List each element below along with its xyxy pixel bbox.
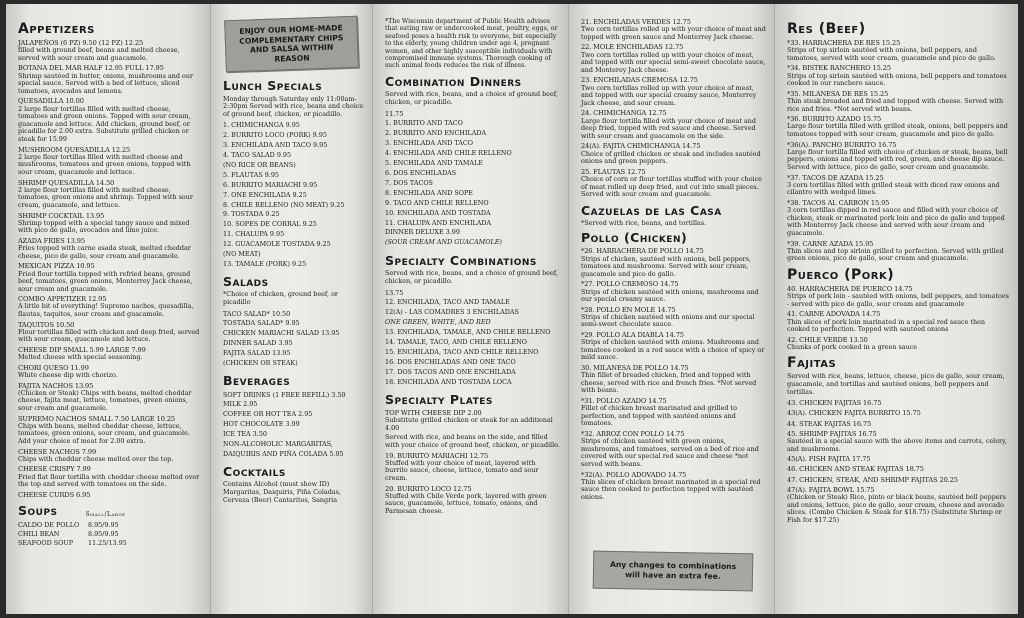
menu-line: (NO RICE OR BEANS) [223,160,296,169]
menu-item [787,39,1010,62]
menu-item-name: 47. CHICKEN, STEAK, AND SHRIMP FAJITAS 20.25 [787,475,958,484]
menu-line: 11. CHALUPA AND ENCHILADA [385,218,492,227]
menu-line: 9. TOSTADA 9.25 [223,210,280,219]
menu-item [18,465,202,488]
menu-line: 14. TAMALE, TACO, AND CHILE RELLENO [385,338,527,347]
menu-item-name: CHEESE DIP SMALL 5.99 LARGE 7.99 [18,346,146,355]
menu-line: 8. CHILE RELLENO (NO MEAT) 9.25 [223,200,345,209]
soup-price: 8.95/9.95 [88,520,119,529]
menu-item-name: *36(A). PANCHO BURRITO 16.75 [787,140,897,149]
menu-item-description: Thin slices of chicken breast marinated in a special red sauce then cooked to perfection topped with sautéed onions. [581,477,761,501]
menu-line: 6. DOS ENCHILADAS [385,168,457,177]
specialty-combo-price: 13.75 [385,288,404,297]
menu-item-name: TOP WITH CHEESE DIP 2.00 [385,409,482,418]
menu-item [581,471,766,502]
menu-item [787,64,1010,87]
fajitas-list [787,399,1010,524]
menu-item [18,491,202,499]
menu-item-name: CHEESE NACHOS 7.99 [18,447,97,456]
lunch-title: Lunch Specials [223,78,323,93]
menu-item [18,415,202,446]
menu-item-name: 24(A). FAJITA CHIMICHANGA 14.75 [581,142,701,151]
beverages-title: Beverages [223,373,291,388]
menu-item [581,43,766,74]
menu-item-name: CHEESE CRISPY 7.99 [18,465,91,474]
menu-item-description: filled with ground beef, beans and melted cheese, served with sour cream and guacamole. [18,46,180,62]
menu-item-name: *39. CARNE AZADA 15.95 [787,239,874,248]
menu-item-description: Chips with cheddar cheese melted over the top. [18,454,174,463]
menu-item [787,476,1010,484]
menu-item-description: Two corn tortillas rolled up with your choice of meat, and topped with our special creamy sauce, Monterrey Jack cheese, and sour cream. [581,83,757,107]
menu-item-name: 45. SHRIMP FAJITAS 16.75 [787,429,877,438]
menu-item-description: Chips with beans, melted cheddar cheese, lettuce, tomatoes, green onions, sour cream, and guacamole. Add your choice of meat for 2.00 extra. [18,421,190,446]
menu-item [787,409,1010,417]
menu-item-description: Fries topped with carne asada steak, melted cheddar cheese, pico de gallo, sour cream and guacamole. [18,244,191,260]
menu-item [581,364,766,395]
menu-item-description: 3 corn tortillas dipped in red sauce and filled with your choice of chicken, steak or marinated pork loin and pico de gallo and topped with Monterrey Jack cheese and served with sour cream and guacamole. [787,206,1005,237]
menu-item [18,295,202,318]
appetizers-title: Appetizers [18,21,95,37]
menu-item [581,109,766,140]
menu-item-description: Large flour tortilla filled with choice of chicken or steak, beans, bell peppers, onions and topped with red, green, and cheese dip sauce. Served with lettuce, pico de gallo, sour cream and guacamole. [787,147,1008,171]
menu-item-name: *28. POLLO EN MOLE 14.75 [581,305,676,314]
cocktails-title: Cocktails [223,463,286,479]
combo-subtitle: Served with rice, beans, and a choice of ground beef, chicken, or picadillo. [385,90,558,106]
menu-item [581,306,766,329]
panel-appetizers [6,4,211,614]
menu-item-name: COMBO APPETIZER 12.95 [18,295,107,304]
menu-item [581,280,766,303]
menu-item [581,397,766,428]
cocktails-description: Contains Alcohol (must show ID) Margaritas, Daiquiris, Piña Coladas, Cerveza (Beer) Cantaritos, Sangria [223,480,341,504]
menu-item [18,146,202,177]
enchilada-list [581,18,766,199]
menu-line: (CHICKEN OR STEAK) [223,359,298,368]
menu-item-name: SUPREMO NACHOS SMALL 7.50 LARGE 10.25 [18,414,176,423]
menu-item-name: *27. POLLO CREMOSO 14.75 [581,280,679,289]
menu-item-description: Sautéed in a special sauce with the above items and carrots, celery, and mushrooms. [787,437,1007,453]
menu-item-description: Strips of chicken, sautéed with onions, bell peppers, tomatoes and mushrooms. Served with sour cream, guacamole and pico de gallo. [581,254,752,278]
menu-item-name: *34. BISTEK RANCHERO 15.25 [787,64,891,73]
menu-line: TOSTADA SALAD* 9.95 [223,319,300,328]
soup-list [18,521,202,548]
menu-item [787,430,1010,453]
menu-item [18,364,202,380]
specialty-combo-list [385,298,560,387]
menu-item [18,237,202,260]
res-title: Res (Beef) [787,21,866,37]
menu-item [18,448,202,464]
menu-item-description: A little bit of everything! Supremo nachos, quesadilla, flautas, taquitos, sour cream and guacamole. [18,302,194,319]
menu-line: TACO SALAD* 10.50 [223,309,291,318]
menu-line: 4. TACO SALAD 9.95 [223,151,292,159]
menu-item [18,382,202,413]
menu-item-name: 41. CARNE ADOVADA 14.75 [787,310,881,319]
menu-item-name: 46. CHICKEN AND STEAK FAJITAS 18.75 [787,465,924,474]
menu-item-description: (Chicken or Steak) Chips with beans, melted cheddar cheese, fajita meat, lettuce, tomatoes, green onions, sour cream and guacamole. [18,388,192,413]
menu-line: 15. ENCHILADA, TACO AND CHILE RELLENO [385,347,539,356]
lunch-subtitle: Monday through Saturday only 11:00am-2:30pm Served with rice, beans and choice of ground beef, chicken, or picadillo. [223,94,364,118]
menu-line: 12. ENCHILADA, TACO AND TAMALE [385,298,510,307]
menu-item-description: Thin steak breaded and fried and topped with cheese. Served with rice and fries. *Not served with beans. [787,96,1004,113]
menu-item [787,465,1010,473]
soup-price: 8.95/9.95 [88,529,119,538]
menu-item-description: Thin slices of pork loin marinated in a special red sauce then cooked to perfection. Topped with sautéed onions [787,317,986,334]
menu-line: 18. ENCHILADA AND TOSTADA LOCA [385,377,512,386]
menu-item-name: SHRIMP QUESADILLA 14.50 [18,178,115,187]
specialty-plates-title: Specialty Plates [385,391,493,407]
menu-item [787,420,1010,428]
menu-line: 4. ENCHILADA AND CHILE RELLENO [385,149,512,158]
soup-name: CHILI BEAN [18,529,60,538]
combo-title: Combination Dinners [385,73,522,89]
menu-item-name: SHRIMP COCKTAIL 13.95 [18,211,105,220]
menu-item-description: Choice of grilled chicken or steak and includes sautéed onions and green peppers. [581,149,761,166]
menu-item-name: TAQUITOS 10.50 [18,320,75,329]
menu-item-description: (Chicken or Steak) Rice, pinto or black beans, sautéed bell peppers and onions, lettuce, pico de gallo, sour cream, cheese and avocado slices. (Combo Chicken & Steak for $18.75) (Substitute Shrimp or Fish for $17.25) [787,493,1006,524]
menu-item-description: Strips of pork loin - sautéed with onions, bell peppers, and tomatoes - served with pico de gallo, sour cream and guacamole [787,292,1009,308]
menu-item-name: 30. MILANESA DE POLLO 14.75 [581,364,689,373]
menu-item-description: Strips of chicken sautéed with onions. Mushrooms and tomatoes cooked in a red sauce with a choice of spicy or mild sauce. [581,338,765,362]
menu-item-description: Flour tortillas filled with chicken and deep fried, served with sour cream, guacamole and lettuce. [18,327,200,344]
menu-item-name: *31. POLLO AZADO 14.75 [581,397,667,406]
menu-item-description: Fried flour tortilla topped with refried beans, ground beef, tomatoes, green onions, Monterrey Jack cheese, sour cream and guacamole. [18,269,193,293]
menu-line: 9. TACO AND CHILE RELLENO [385,198,489,207]
menu-document [6,4,1018,614]
menu-item-name: 20. BURRITO LOCO 12.75 [385,484,472,493]
menu-line: SOFT DRINKS (1 FREE REFILL) 3.50 [223,390,346,399]
menu-item-name: *29. POLLO ALA DIABLA 14.75 [581,331,684,340]
menu-item-description: Fried flat flour tortilla with cheddar cheese melted over the top and served with tomatoes on the side. [18,472,200,489]
menu-item-name: 23. ENCHILADAS CREMOSA 12.75 [581,76,698,85]
menu-line: ONE GREEN, WHITE, AND RED [385,318,491,327]
menu-item-name: 40. HARRACHERA DE PUERCO 14.75 [787,284,913,293]
menu-item [18,64,202,95]
menu-item-description: Chunks of pork cooked in a green sauce [787,342,918,351]
menu-item [787,486,1010,525]
menu-line: 7. DOS TACOS [385,178,433,187]
menu-item-name: 43. CHICKEN FAJITAS 16.75 [787,399,882,408]
menu-item-name: *37. TACOS DE AZADA 15.25 [787,173,884,182]
menu-line: DAIQUIRIS AND PIÑA COLADA 5.95 [223,449,344,458]
menu-item [18,39,202,62]
soup-name: SEAFOOD SOUP [18,538,74,547]
menu-line: 13. TAMALE (PORK) 9.25 [223,259,307,268]
cazuelas-title: Cazuelas de las Casa [581,202,722,218]
menu-item [787,240,1010,263]
soup-row [18,539,202,548]
menu-item-name: CHEESE CURDS 6.95 [18,490,91,499]
menu-line: COFFEE OR HOT TEA 2.95 [223,410,313,419]
menu-item [787,336,1010,352]
menu-item-description: Stuffed with Chile Verde pork, layered with green sauce, guacamole, lettuce, tomato, onions, and Parmesan cheese. [385,491,547,516]
combo-list [385,119,560,248]
menu-item [787,174,1010,197]
menu-item-description: Two corn tortillas rolled up with your choice of meat, and topped with our special semi-sweet chocolate sauce, and Monterey Jack cheese. [581,50,766,74]
menu-line: 10. ENCHILADA AND TOSTADA [385,208,491,217]
menu-item [18,179,202,210]
menu-item-description: 2 large flour tortillas filled with melted cheese and mushrooms, tomatoes and green onions, topped with sour cream, guacamole and lettuce. [18,152,191,176]
menu-item-name: 47(A). FAJITA BOWL 15.75 [787,485,875,494]
menu-item-description: Shrimp sautéed in butter, onions, mushrooms and our special sauce. Served with a bed of lettuce, sliced tomatoes, avocados and lemons. [18,71,194,95]
menu-item [18,262,202,293]
menu-line: 6. BURRITO MARIACHI 9.95 [223,180,318,189]
menu-item [18,321,202,344]
menu-item-name: *38. TACOS AL CARBON 15.95 [787,198,890,207]
menu-item-name: 42. CHILE VERDE 13.50 [787,335,868,344]
menu-item [581,18,766,41]
menu-item-name: *26. HARRACHERA DE POLLO 14.75 [581,247,704,256]
menu-item [787,115,1010,138]
menu-item-name: JALAPEÑOS (6 PZ) 9.50 (12 PZ) 12.25 [18,39,144,47]
menu-item-name: QUESADILLA 10.00 [18,97,84,106]
menu-item [581,76,766,107]
menu-line: 2. BURRITO AND ENCHILADA [385,129,487,138]
menu-line: MILK 2.95 [223,400,258,409]
chips-salsa-plaque: ENJOY OUR HOME-MADE COMPLEMENTARY CHIPS AND SALSA WITHIN REASON [224,16,359,73]
menu-line: 8. ENCHILADA AND SOPE [385,188,473,197]
panel-lunch [211,4,373,614]
menu-line: ICE TEA 3.50 [223,430,267,439]
menu-line: 12(A) - LAS COMADRES 3 ENCHILADAS [385,308,519,317]
menu-item [581,247,766,278]
menu-item-name: MUSHROOM QUESADILLA 12.25 [18,145,131,154]
menu-line: 11. CHALUPA 9.95 [223,230,285,239]
soup-price: 11.25/13.95 [88,538,127,547]
menu-item-description: White cheese dip with chorizo. [18,371,118,380]
menu-item [18,97,202,143]
soup-name: CALDO DE POLLO [18,520,80,529]
menu-line: 16. DOS ENCHILADAS AND ONE TACO [385,357,516,366]
menu-item [385,434,560,449]
soup-row [18,530,202,539]
cazuelas-subtitle: *Served with rice, beans, and tortillas. [581,219,707,228]
pollo-title: Pollo (Chicken) [581,229,688,245]
menu-item-name: *36. BURRITO AZADO 15.75 [787,115,882,124]
fajitas-title: Fajitas [787,355,837,372]
soups-heading [18,505,202,518]
menu-item [18,212,202,235]
menu-item-description: Choice of corn or flour tortillas stuffed with your choice of meat rolled up deep fried, and cut into small pieces. Served with sour cream and guacamole. [581,174,762,199]
menu-item [385,452,560,483]
menu-line: HOT CHOCOLATE 3.99 [223,420,300,429]
menu-line: 3. ENCHILADA AND TACO [385,139,474,148]
soup-row [18,521,202,530]
menu-line: 13. ENCHILADA, TAMALE, AND CHILE RELLENO [385,328,551,337]
menu-item-name: 22. MOLE ENCHILADAS 12.75 [581,43,684,52]
menu-item-description: Served with rice, and beans on the side, and filled with your choice of ground beef, chicken, or picadillo. [385,433,560,450]
menu-item-name: 19. BURRITO MARIACHI 12.75 [385,451,489,460]
menu-item [581,168,766,199]
menu-line: 1. BURRITO AND TACO [385,119,463,128]
menu-line: 5. ENCHILADA AND TAMALE [385,159,483,168]
menu-item [787,399,1010,407]
pollo-list [581,247,766,501]
menu-item-description: Thin slices and top sirloin grilled to perfection. Served with grilled green onions, pico de gallo, sour cream and guacamole. [787,246,1004,263]
menu-line: 5. FLAUTAS 9.95 [223,170,279,179]
soups-size-header: Small/Large [85,510,126,518]
menu-item-name: *35. MILANESA DE RES 15.25 [787,89,889,98]
menu-item-description: Melted cheese with special seasoning. [18,353,143,362]
puerco-title: Puerco (Pork) [787,266,895,283]
menu-item-description: Fillet of chicken breast marinated and grilled to perfection, and topped with sautéed onions and tomatoes. [581,404,737,428]
menu-item-description: Stuffed with your choice of meat, layered with burrito sauce, cheese, lettuce, tomato and sour cream. [385,458,539,483]
menu-line: DINNER DELUXE 3.99 [385,228,460,237]
health-notice: *The Wisconsin department of Public Health advises that eating raw or undercooked meat, poultry, eggs, or seafood poses a health risk to everyone, but especially to the elderly, young children under age 4, pregnant women, and other highly susceptible individuals with compromised immune systems. Thorough cooking of such animal foods reduces the risk of illness. [385,18,558,70]
menu-item-name: 24. CHIMICHANGA 12.75 [581,109,667,118]
menu-item-description: Thin fillet of breaded chicken, fried and topped with cheese, served with rice and french fries. *Not served with beans. [581,371,757,395]
menu-line: 3. ENCHILADA AND TACO 9.95 [223,141,328,150]
menu-item-name: 43(A). CHICKEN FAJITA BURRITO 15.75 [787,409,921,418]
menu-item-description: 3 corn tortillas filled with grilled steak with diced raw onions and cilantro with wedged limes. [787,180,1000,197]
menu-item [385,485,560,516]
menu-item-description: Large flour tortilla filled with your choice of meat and deep fried, topped with red sauce and cheese. Served with sour cream and guacamole on the side. [581,116,756,140]
panel-enchiladas-pollo [569,4,775,614]
menu-item-name: *32. ARROZ CON POLLO 14.75 [581,430,685,439]
menu-item [787,310,1010,333]
menu-line: (SOUR CREAM AND GUACAMOLE) [385,238,502,247]
menu-line: 17. DOS TACOS AND ONE ENCHILADA [385,367,516,376]
menu-item-description: Large flour tortilla filled with grilled steak, onions, bell peppers and tomatoes topped with sour cream, guacamole and pico de gallo. [787,122,1008,138]
menu-item-description: Strips of chicken sautéed with onions, mushrooms and our special creamy sauce. [581,287,759,304]
menu-line: (NO MEAT) [223,250,261,259]
menu-item-name: AZADA FRIES 13.95 [18,236,85,245]
menu-item-description: 2 large flour tortillas filled with melted cheese, tomatoes and green onions. Topped with sour cream, guacamole and lettuce. Add chicken, ground beef, or picadillo for 2.00 extra. Substitute grilled chicken or steak for 15.99 [18,104,191,143]
menu-item-description: Shrimp topped with a special tangy sauce and mixed with pico de gallo, avocados and lime juice. [18,218,190,235]
menu-item-description: Substitute grilled chicken or steak for an additional 4.00 [385,416,553,432]
menu-item-name: 44. STEAK FAJITAS 16.75 [787,419,872,428]
lunch-list [223,121,364,270]
salad-list [223,310,364,369]
panel-combinations [373,4,569,614]
menu-item-name: CHORI QUESO 11.99 [18,363,89,372]
panel-res-puerco-fajitas [775,4,1018,614]
menu-line: 2. BURRITO LOCO (PORK) 9.95 [223,131,327,140]
menu-item [581,430,766,469]
puerco-list [787,285,1010,352]
menu-item-name: *32(A). POLLO ADOVADO 14.75 [581,470,687,479]
menu-line: 12. GUACAMOLE TOSTADA 9.25 [223,240,331,249]
specialty-combo-title: Specialty Combinations [385,253,537,269]
menu-item-name: *33. HARRACHERA DE RES 15.25 [787,39,901,47]
menu-item-description: Strips of top sirloin sautéed with onions, bell peppers, and tomatoes, served with sour cream, guacamole and pico de gallo. [787,46,996,62]
menu-item-name: 25. FLAUTAS 12.75 [581,167,646,176]
specialty-plates-list [385,409,560,516]
menu-item-description: 2 large flour tortillas filled with melted cheese, tomatoes, green onions and shrimp. Topped with sour cream, guacamole, and lettuce. [18,185,193,209]
menu-line: FAJITA SALAD 13.95 [223,349,291,358]
menu-item [581,331,766,362]
extra-fee-plaque: Any changes to combinations will have an extra fee. [593,551,754,592]
menu-item [787,141,1010,172]
salads-subtitle: *Choice of chicken, ground beef, or picadillo [223,290,338,306]
menu-line: DINNER SALAD 3.95 [223,339,293,348]
menu-line: NON-ALCOHOLIC MARGARITAS, [223,440,333,449]
menu-line: 1. CHIMICHANGA 9.95 [223,121,300,130]
fajitas-subtitle: Served with rice, beans, lettuce, cheese, pico de gallo, sour cream, guacamole, and tortillas and sautéed onions, bell peppers and tortillas. [787,372,1005,396]
menu-item-description: Strips of top sirloin sautéed with onions, bell peppers and tomatoes cooked in our ranchero sauce. [787,71,1007,88]
menu-item-description: Strips of chicken sautéed with onions and our special semi-sweet chocolate sauce. [581,312,755,329]
menu-item [787,199,1010,238]
menu-line: CHICKEN MARIACHI SALAD 13.95 [223,329,340,338]
menu-item-description: Two corn tortillas rolled up with your choice of meat and topped with green sauce and Monterrey Jack cheese. [581,25,766,41]
menu-item [787,455,1010,463]
combo-price: 11.75 [385,109,404,118]
menu-item [787,285,1010,308]
menu-item [581,142,766,165]
menu-item-name: 45(A). FISH FAJITA 17.75 [787,455,871,464]
menu-item [18,346,202,362]
menu-line: 10. SOPES DE CORRAL 9.25 [223,220,317,229]
menu-item-name: FAJITA NACHOS 13.95 [18,381,94,390]
menu-item-name: BOTANA DEL MAR HALF 12.95 FULL 17.95 [18,64,164,73]
salads-title: Salads [223,273,269,289]
soups-title: Soups [18,503,58,519]
menu-item-name: 21. ENCHILADAS VERDES 12.75 [581,18,691,26]
menu-item-description: Strips of chicken sautéed with green onions, mushrooms, and tomatoes, served on a bed of rice and covered with our special red sauce and cheese *not served with beans. [581,437,759,469]
beverage-list [223,391,364,460]
menu-item-name: MEXICAN PIZZA 10.95 [18,262,95,271]
menu-item [787,90,1010,113]
appetizer-list [18,39,202,499]
menu-line: 7. ONE ENCHILADA 9.25 [223,190,307,199]
specialty-combo-subtitle: Served with rice, beans, and a choice of ground beef, chicken, or picadillo. [385,269,558,285]
res-list [787,39,1010,263]
menu-item [385,409,560,432]
